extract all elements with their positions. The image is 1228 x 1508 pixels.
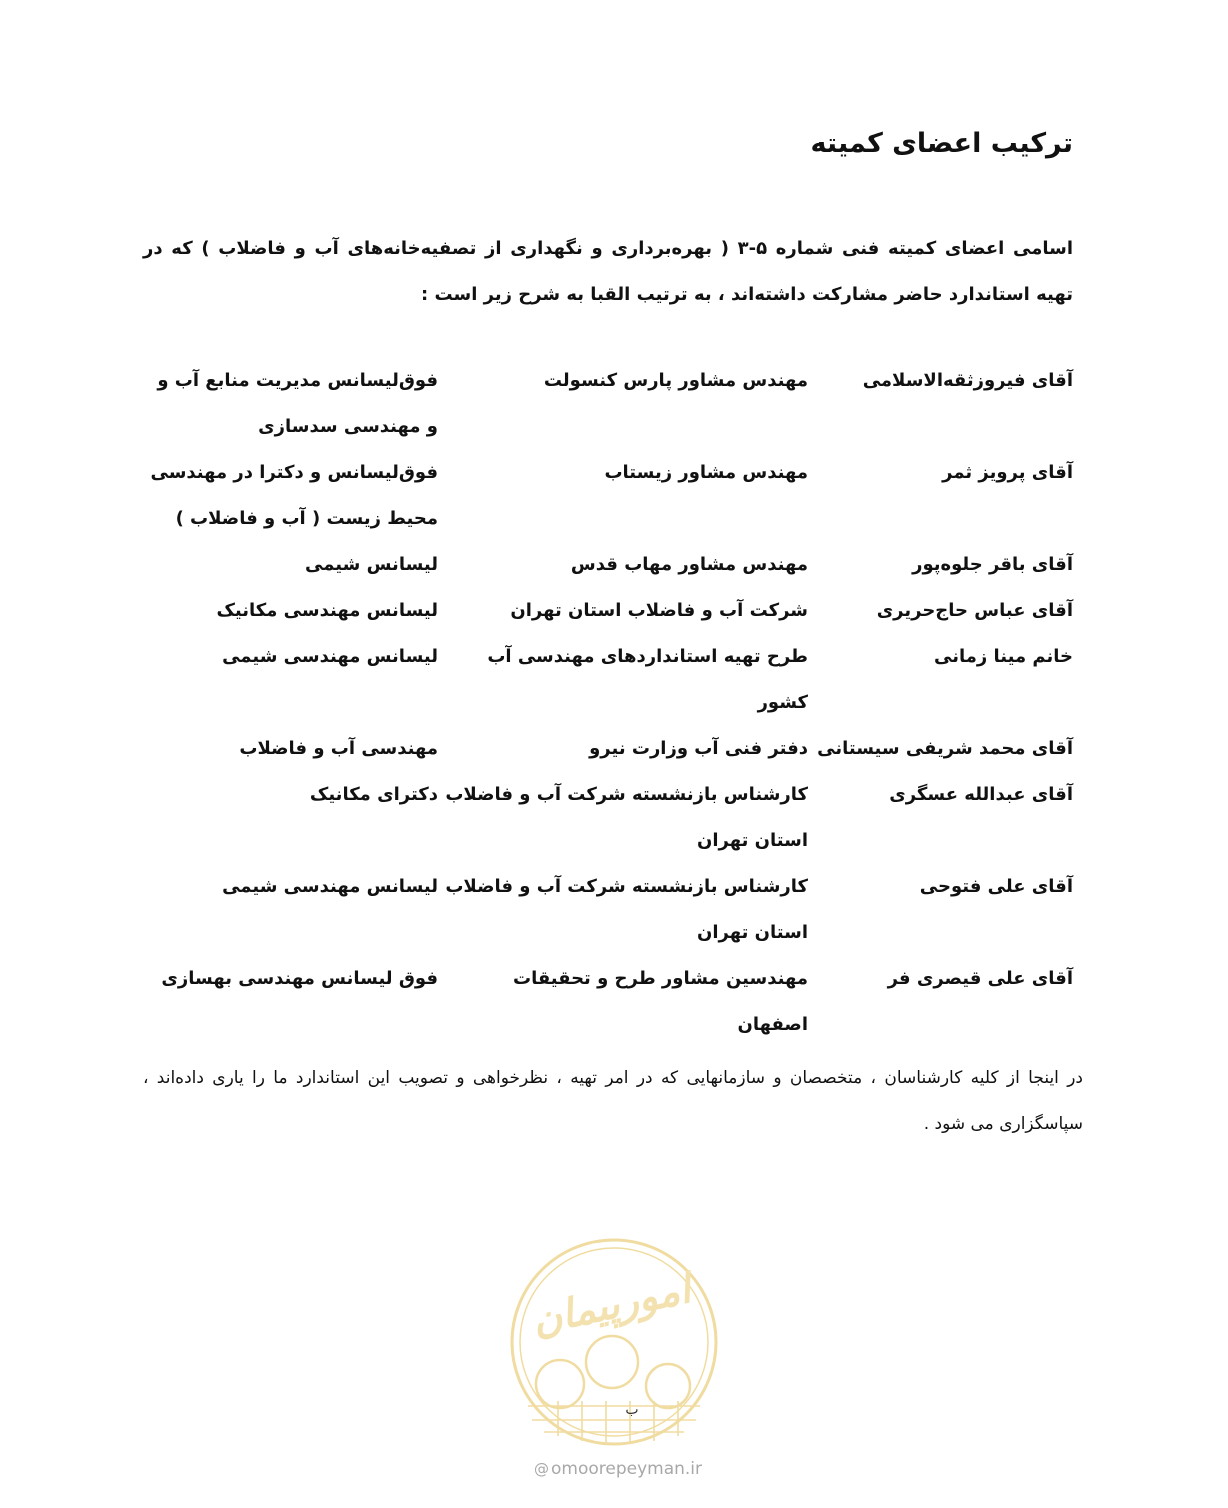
member-degree: لیسانس مهندسی مکانیک bbox=[216, 600, 438, 621]
member-organization: طرح تهیه استانداردهای مهندسی آب کشور bbox=[487, 646, 808, 713]
member-name: خانم مینا زمانی bbox=[934, 646, 1073, 667]
member-name: آقای فیروزثقه‌الاسلامی bbox=[862, 370, 1073, 391]
member-degree: فوق‌لیسانس مدیریت منابع آب و و مهندسی سدسازی bbox=[157, 370, 438, 437]
member-row bbox=[143, 634, 1073, 726]
member-row bbox=[143, 358, 1073, 450]
member-organization: کارشناس بازنشسته شرکت آب و فاضلاب استان تهران bbox=[445, 784, 808, 851]
member-organization: کارشناس بازنشسته شرکت آب و فاضلاب استان تهران bbox=[445, 876, 808, 943]
member-row bbox=[143, 542, 1073, 588]
member-row bbox=[143, 588, 1073, 634]
acknowledgement-paragraph: در اینجا از کلیه کارشناسان ، متخصصان و سازمانهایی که در امر تهیه ، نظرخواهی و تصویب این استاندارد ما را یاری داده‌اند ، سپاسگزاری می شود . bbox=[143, 1068, 1083, 1134]
member-degree: لیسانس مهندسی شیمی bbox=[222, 876, 438, 897]
watermark-site bbox=[518, 1459, 718, 1479]
member-organization: دفتر فنی آب وزارت نیرو bbox=[589, 738, 808, 759]
member-organization: مهندسین مشاور طرح و تحقیقات اصفهان bbox=[512, 968, 808, 1035]
member-degree: دکترای مکانیک bbox=[309, 784, 438, 805]
member-row bbox=[143, 864, 1073, 956]
member-degree: فوق‌لیسانس و دکترا در مهندسی محیط زیست ( آب و فاضلاب ) bbox=[150, 462, 438, 529]
member-row bbox=[143, 956, 1073, 1048]
member-name: آقای باقر جلوه‌پور bbox=[912, 554, 1073, 575]
member-degree: فوق لیسانس مهندسی بهسازی bbox=[161, 968, 438, 989]
member-organization: شرکت آب و فاضلاب استان تهران bbox=[510, 600, 808, 621]
document-title: ترکیب اعضای کمیته bbox=[810, 128, 1073, 159]
intro-paragraph: اسامی اعضای کمیته فنی شماره ۵-۳ ( بهره‌برداری و نگهداری از تصفیه‌خانه‌های آب و فاضلاب ) که در تهیه استاندارد حاضر مشارکت داشته‌اند ، به ترتیب القبا به شرح زیر است : bbox=[143, 238, 1073, 305]
members-table bbox=[143, 358, 1073, 1048]
member-name: آقای پرویز ثمر bbox=[942, 462, 1073, 483]
member-degree: لیسانس شیمی bbox=[305, 554, 438, 575]
member-row bbox=[143, 450, 1073, 542]
member-name: آقای عبدالله عسگری bbox=[889, 784, 1073, 805]
member-degree: لیسانس مهندسی شیمی bbox=[222, 646, 438, 667]
member-organization: مهندس مشاور پارس کنسولت bbox=[543, 370, 808, 391]
member-organization: مهندس مشاور زیستاب bbox=[604, 462, 808, 483]
member-name: آقای محمد شریفی سیستانی bbox=[817, 738, 1073, 759]
member-degree: مهندسی آب و فاضلاب bbox=[239, 738, 438, 759]
member-name: آقای عباس حاج‌حریری bbox=[876, 600, 1073, 621]
page-marker: ب bbox=[625, 1402, 639, 1418]
member-row bbox=[143, 726, 1073, 772]
member-name: آقای علی فتوحی bbox=[919, 876, 1073, 897]
member-organization: مهندس مشاور مهاب قدس bbox=[570, 554, 808, 575]
svg-text:امورپیمان: امورپیمان bbox=[528, 1266, 695, 1345]
watermark-seal bbox=[508, 1236, 720, 1448]
member-row bbox=[143, 772, 1073, 864]
member-name: آقای علی قیصری فر bbox=[887, 968, 1073, 989]
at-sign-icon: @ bbox=[533, 1460, 549, 1478]
watermark-site-text: omoorepeyman.ir bbox=[550, 1459, 703, 1479]
